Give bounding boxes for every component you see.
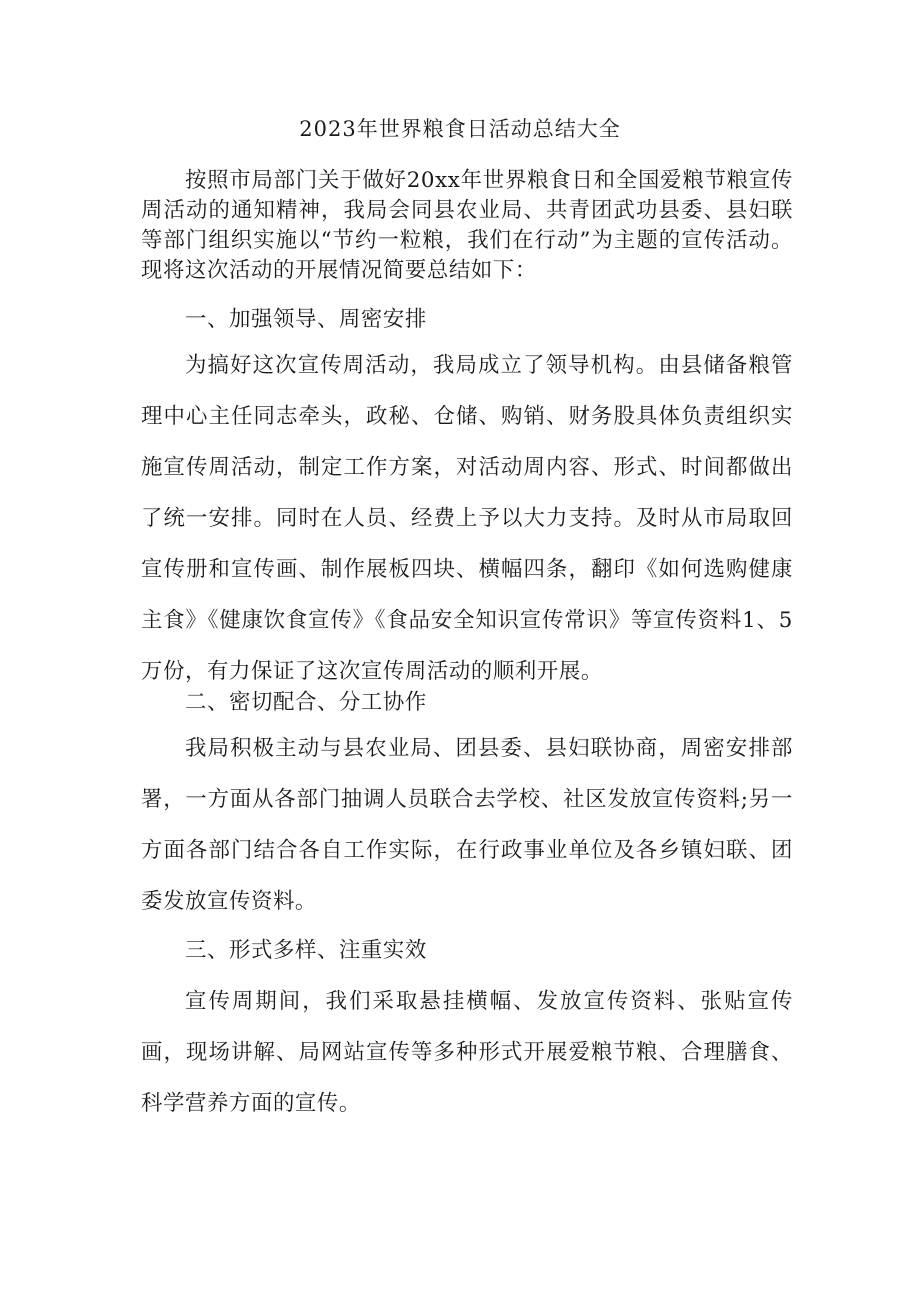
section-body-2: 我局积极主动与县农业局、团县委、县妇联协商，周密安排部署，一方面从各部门抽调人员联合去学校、社区发放宣传资料;另一方面各部门结合各自工作实际，在行政事业单位及各乡镇妇联、团委发放宣传资料。 [141,736,793,914]
section-heading-1: 一、加强领导、周密安排 [185,307,427,332]
section-heading-2: 二、密切配合、分工协作 [185,690,427,715]
document-title: 2023年世界粮食日活动总结大全 [299,117,621,141]
section-heading-3: 三、形式多样、注重实效 [185,938,427,963]
section-body-3: 宣传周期间，我们采取悬挂横幅、发放宣传资料、张贴宣传画，现场讲解、局网站宣传等多种形式开展爱粮节粮、合理膳食、科学营养方面的宣传。 [141,989,793,1116]
intro-paragraph: 按照市局部门关于做好20xx年世界粮食日和全国爱粮节粮宣传周活动的通知精神，我局会同县农业局、共青团武功县委、县妇联等部门组织实施以“节约一粒粮，我们在行动”为主题的宣传活动。现将这次活动的开展情况简要总结如下： [141,168,793,283]
section-body-1: 为搞好这次宣传周活动，我局成立了领导机构。由县储备粮管理中心主任同志牵头，政秘、仓储、购销、财务股具体负责组织实施宣传周活动，制定工作方案，对活动周内容、形式、时间都做出了统一安排。同时在人员、经费上予以大力支持。及时从市局取回宣传册和宣传画、制作展板四块、横幅四条，翻印《如何选购健康主食》《健康饮食宣传》《食品安全知识宣传常识》等宣传资料1、5万份，有力保证了这次宣传周活动的顺利开展。 [141,353,793,684]
